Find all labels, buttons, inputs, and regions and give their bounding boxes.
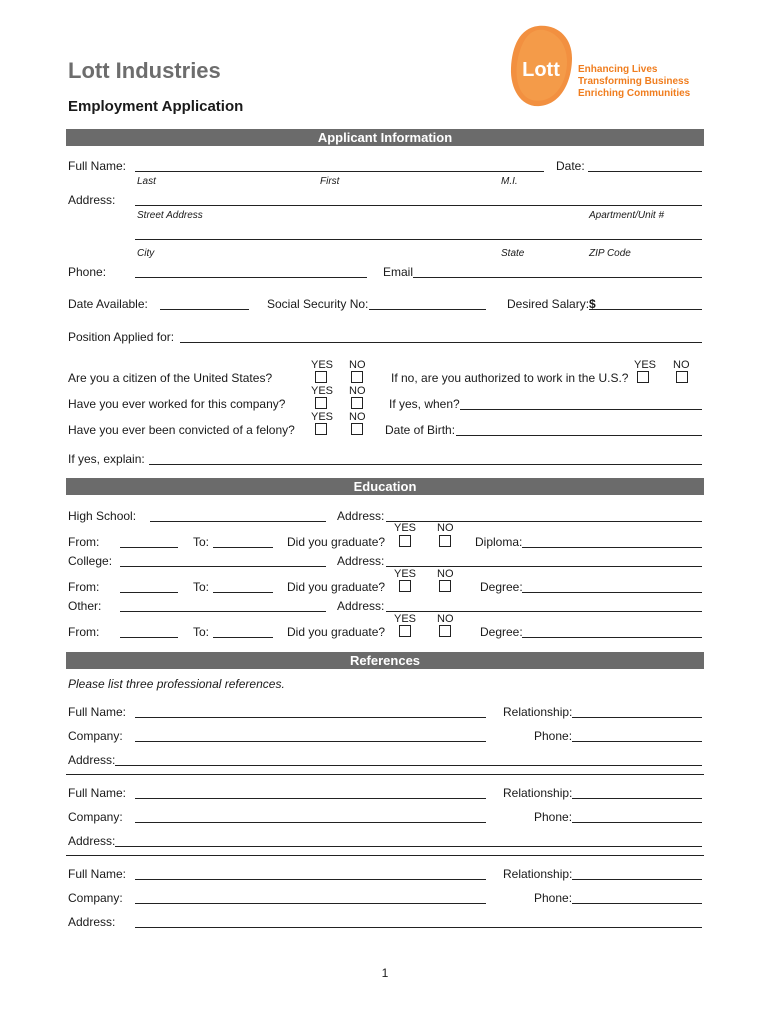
company-name: Lott Industries (68, 58, 221, 83)
other-graduate-no-checkbox[interactable] (439, 625, 451, 637)
authorized-no-checkbox[interactable] (676, 371, 688, 383)
ref1-company-label: Company: (68, 729, 123, 743)
ref1-relationship-label: Relationship: (503, 705, 573, 719)
other-from-label: From: (68, 625, 100, 639)
tagline-1: Enhancing Lives (578, 64, 658, 75)
hs-from-field[interactable] (120, 547, 178, 548)
citizen-question: Are you a citizen of the United States? (68, 371, 273, 385)
other-field[interactable] (120, 611, 326, 612)
ref3-address-label: Address: (68, 915, 116, 929)
dollar-sign: $ (589, 297, 596, 311)
ssn-field[interactable] (369, 309, 486, 310)
worked-no-checkbox[interactable] (351, 397, 363, 409)
college-yes-label: YES (394, 568, 417, 580)
logo-taglines (578, 64, 690, 100)
college-degree-field[interactable] (522, 592, 702, 593)
page-number: 1 (381, 966, 389, 980)
ref3-full-name-field[interactable] (135, 879, 486, 880)
ref1-phone-label: Phone: (534, 729, 573, 743)
ref2-relationship-field[interactable] (572, 798, 702, 799)
other-label: Other: (68, 599, 102, 613)
if-yes-explain-field[interactable] (149, 464, 702, 465)
date-of-birth-label: Date of Birth: (385, 423, 456, 437)
college-address-label: Address: (337, 554, 385, 568)
citizen-yes-checkbox[interactable] (315, 371, 327, 383)
college-to-field[interactable] (213, 592, 273, 593)
position-field[interactable] (180, 342, 702, 343)
ref1-relationship-field[interactable] (572, 717, 702, 718)
hs-no-label: NO (437, 522, 454, 534)
mi-hint: M.I. (501, 176, 518, 187)
ref3-company-label: Company: (68, 891, 123, 905)
ref1-divider (66, 774, 704, 775)
date-of-birth-field[interactable] (456, 435, 702, 436)
ref1-full-name-field[interactable] (135, 717, 486, 718)
ref1-address-field[interactable] (115, 765, 702, 766)
logo-word: Lott (522, 59, 560, 81)
if-yes-explain-label: If yes, explain: (68, 452, 145, 466)
worked-yes-label: YES (311, 385, 334, 397)
college-graduate-yes-checkbox[interactable] (399, 580, 411, 592)
hs-to-field[interactable] (213, 547, 273, 548)
ssn-label: Social Security No: (267, 297, 369, 311)
ref1-company-field[interactable] (135, 741, 486, 742)
last-hint: Last (137, 176, 156, 187)
ref1-full-name-label: Full Name: (68, 705, 127, 719)
other-graduate-yes-checkbox[interactable] (399, 625, 411, 637)
ref2-phone-label: Phone: (534, 810, 573, 824)
worked-yes-checkbox[interactable] (315, 397, 327, 409)
email-field[interactable] (413, 277, 702, 278)
references-instruction: Please list three professional references. (68, 677, 285, 691)
citizen-yes-label: YES (311, 359, 334, 371)
hs-graduate-no-checkbox[interactable] (439, 535, 451, 547)
authorized-question: If no, are you authorized to work in the U.S.? (391, 371, 629, 385)
apartment-hint: Apartment/Unit # (589, 210, 665, 221)
ref2-relationship-label: Relationship: (503, 786, 573, 800)
date-available-field[interactable] (160, 309, 249, 310)
college-address-field[interactable] (386, 566, 702, 567)
high-school-address-label: Address: (337, 509, 385, 523)
authorized-yes-checkbox[interactable] (637, 371, 649, 383)
felony-no-label: NO (349, 411, 366, 423)
if-yes-when-field[interactable] (460, 409, 702, 410)
other-from-field[interactable] (120, 637, 178, 638)
address-label: Address: (68, 193, 116, 207)
tagline-2: Transforming Business (578, 76, 690, 87)
desired-salary-label: Desired Salary: (507, 297, 590, 311)
felony-yes-checkbox[interactable] (315, 423, 327, 435)
ref2-phone-field[interactable] (572, 822, 702, 823)
ref2-full-name-label: Full Name: (68, 786, 127, 800)
ref3-relationship-label: Relationship: (503, 867, 573, 881)
worked-no-label: NO (349, 385, 366, 397)
city-state-zip-field[interactable] (135, 239, 702, 240)
other-degree-field[interactable] (522, 637, 702, 638)
citizen-no-label: NO (349, 359, 366, 371)
authorized-no-label: NO (673, 359, 690, 371)
street-address-field[interactable] (135, 205, 702, 206)
hs-graduate-yes-checkbox[interactable] (399, 535, 411, 547)
other-to-label: To: (193, 625, 210, 639)
phone-label: Phone: (68, 265, 107, 279)
college-no-label: NO (437, 568, 454, 580)
college-degree-label: Degree: (480, 580, 523, 594)
high-school-address-field[interactable] (386, 521, 702, 522)
ref3-relationship-field[interactable] (572, 879, 702, 880)
zip-hint: ZIP Code (589, 248, 631, 259)
college-field[interactable] (120, 566, 326, 567)
date-available-label: Date Available: (68, 297, 148, 311)
ref3-company-field[interactable] (135, 903, 486, 904)
ref3-phone-label: Phone: (534, 891, 573, 905)
hs-from-label: From: (68, 535, 100, 549)
position-label: Position Applied for: (68, 330, 175, 344)
hs-to-label: To: (193, 535, 210, 549)
full-name-field[interactable] (135, 171, 544, 172)
date-field[interactable] (588, 171, 702, 172)
other-address-field[interactable] (386, 611, 702, 612)
other-address-label: Address: (337, 599, 385, 613)
ref1-phone-field[interactable] (572, 741, 702, 742)
diploma-field[interactable] (522, 547, 702, 548)
ref2-divider (66, 855, 704, 856)
ref3-address-field[interactable] (135, 927, 702, 928)
full-name-label: Full Name: (68, 159, 127, 173)
authorized-yes-label: YES (634, 359, 657, 371)
felony-question: Have you ever been convicted of a felony? (68, 423, 295, 437)
if-yes-when-label: If yes, when? (389, 397, 460, 411)
section-education: Education (66, 478, 704, 495)
ref2-company-label: Company: (68, 810, 123, 824)
felony-yes-label: YES (311, 411, 334, 423)
first-hint: First (320, 176, 340, 187)
ref2-full-name-field[interactable] (135, 798, 486, 799)
ref3-phone-field[interactable] (572, 903, 702, 904)
other-graduate-question: Did you graduate? (287, 625, 386, 639)
form-title: Employment Application (68, 98, 244, 115)
citizen-no-checkbox[interactable] (351, 371, 363, 383)
other-no-label: NO (437, 613, 454, 625)
city-hint: City (137, 248, 155, 259)
phone-field[interactable] (135, 277, 367, 278)
other-to-field[interactable] (213, 637, 273, 638)
tagline-3: Enriching Communities (578, 88, 691, 99)
worked-question: Have you ever worked for this company? (68, 397, 286, 411)
college-from-field[interactable] (120, 592, 178, 593)
date-label: Date: (556, 159, 585, 173)
email-label: Email (383, 265, 414, 279)
section-applicant-information: Applicant Information (66, 129, 704, 146)
ref2-address-field[interactable] (115, 846, 702, 847)
ref2-address-label: Address: (68, 834, 116, 848)
college-from-label: From: (68, 580, 100, 594)
college-graduate-no-checkbox[interactable] (439, 580, 451, 592)
state-hint: State (501, 248, 525, 259)
college-to-label: To: (193, 580, 210, 594)
other-yes-label: YES (394, 613, 417, 625)
desired-salary-field[interactable] (589, 309, 702, 310)
hs-yes-label: YES (394, 522, 417, 534)
diploma-label: Diploma: (475, 535, 523, 549)
ref1-address-label: Address: (68, 753, 116, 767)
lott-logo (508, 24, 574, 108)
hs-graduate-question: Did you graduate? (287, 535, 386, 549)
ref3-full-name-label: Full Name: (68, 867, 127, 881)
ref2-company-field[interactable] (135, 822, 486, 823)
high-school-field[interactable] (150, 521, 326, 522)
college-label: College: (68, 554, 113, 568)
other-degree-label: Degree: (480, 625, 523, 639)
college-graduate-question: Did you graduate? (287, 580, 386, 594)
section-references: References (66, 652, 704, 669)
felony-no-checkbox[interactable] (351, 423, 363, 435)
street-address-hint: Street Address (137, 210, 203, 221)
high-school-label: High School: (68, 509, 137, 523)
